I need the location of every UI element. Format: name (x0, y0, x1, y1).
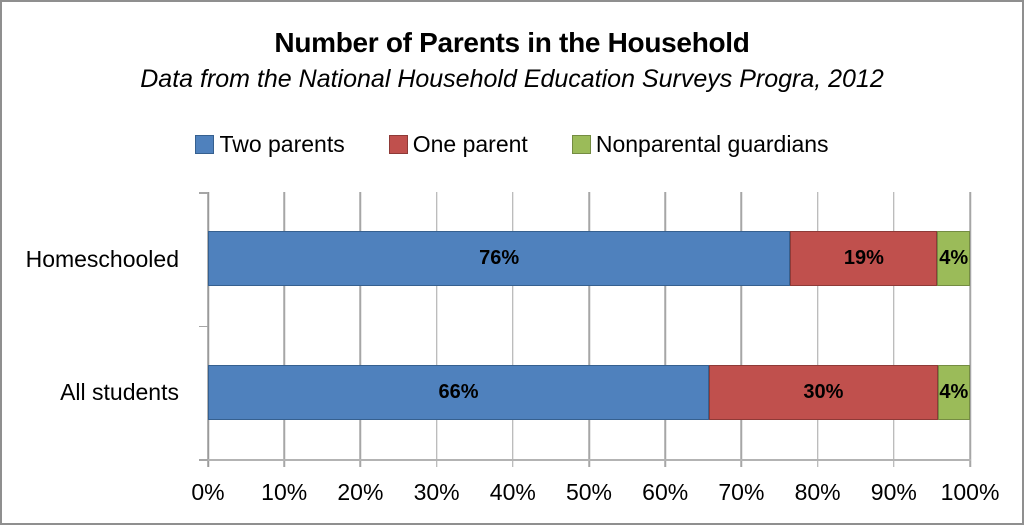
x-axis-tick-label: 40% (489, 479, 536, 505)
bar-value-label: 4% (939, 247, 969, 270)
legend-item-one-parent (389, 131, 528, 158)
x-axis-tick-label: 60% (642, 479, 689, 505)
legend-label: One parent (412, 131, 528, 157)
x-axis-tick-label: 20% (337, 479, 384, 505)
x-axis-tick-label: 0% (191, 479, 225, 505)
bar-segment-one-parent (790, 231, 937, 286)
stacked-bar (208, 231, 970, 286)
category-axis-tick (199, 192, 208, 194)
x-axis-tick-label: 30% (413, 479, 460, 505)
legend-item-nonparental-guardians (572, 131, 829, 158)
legend-swatch-icon (389, 135, 408, 154)
bar-segment-nonparental-guardians (937, 231, 970, 286)
stacked-bar (208, 365, 970, 420)
legend (2, 131, 1022, 158)
bar-segment-one-parent (709, 365, 938, 420)
bar-row-all-students (60, 326, 970, 460)
chart-subtitle: Data from the National Household Education Surveys Progra, 2012 (140, 65, 884, 93)
legend-item-two-parents (195, 131, 344, 158)
x-axis-tick-label: 10% (261, 479, 308, 505)
bar-segment-nonparental-guardians (938, 365, 970, 420)
chart-title: Number of Parents in the Household (274, 27, 750, 58)
bar-value-label: 66% (438, 380, 479, 403)
x-axis-tick-label: 90% (870, 479, 917, 505)
bar-value-label: 30% (803, 380, 844, 403)
category-axis-tick (199, 326, 208, 328)
category-label: Homeschooled (25, 245, 179, 272)
bar-segment-two-parents (208, 365, 709, 420)
bar-segment-two-parents (208, 231, 790, 286)
plot-area (25, 192, 1000, 505)
legend-swatch-icon (572, 135, 591, 154)
bar-row-homeschooled (25, 192, 970, 326)
x-axis-tick-label: 50% (565, 479, 613, 505)
category-label: All students (60, 379, 179, 406)
bar-value-label: 4% (939, 380, 969, 403)
x-axis-tick-label: 100% (940, 479, 1000, 505)
bar-value-label: 19% (843, 247, 884, 270)
legend-label: Nonparental guardians (595, 131, 829, 157)
x-axis-tick-label: 70% (718, 479, 765, 505)
legend-swatch-icon (195, 135, 214, 154)
x-axis-tick-label: 80% (794, 479, 841, 505)
x-axis-line (199, 459, 971, 461)
category-axis-tick (199, 459, 208, 461)
legend-label: Two parents (219, 131, 345, 157)
bar-value-label: 76% (479, 247, 520, 270)
